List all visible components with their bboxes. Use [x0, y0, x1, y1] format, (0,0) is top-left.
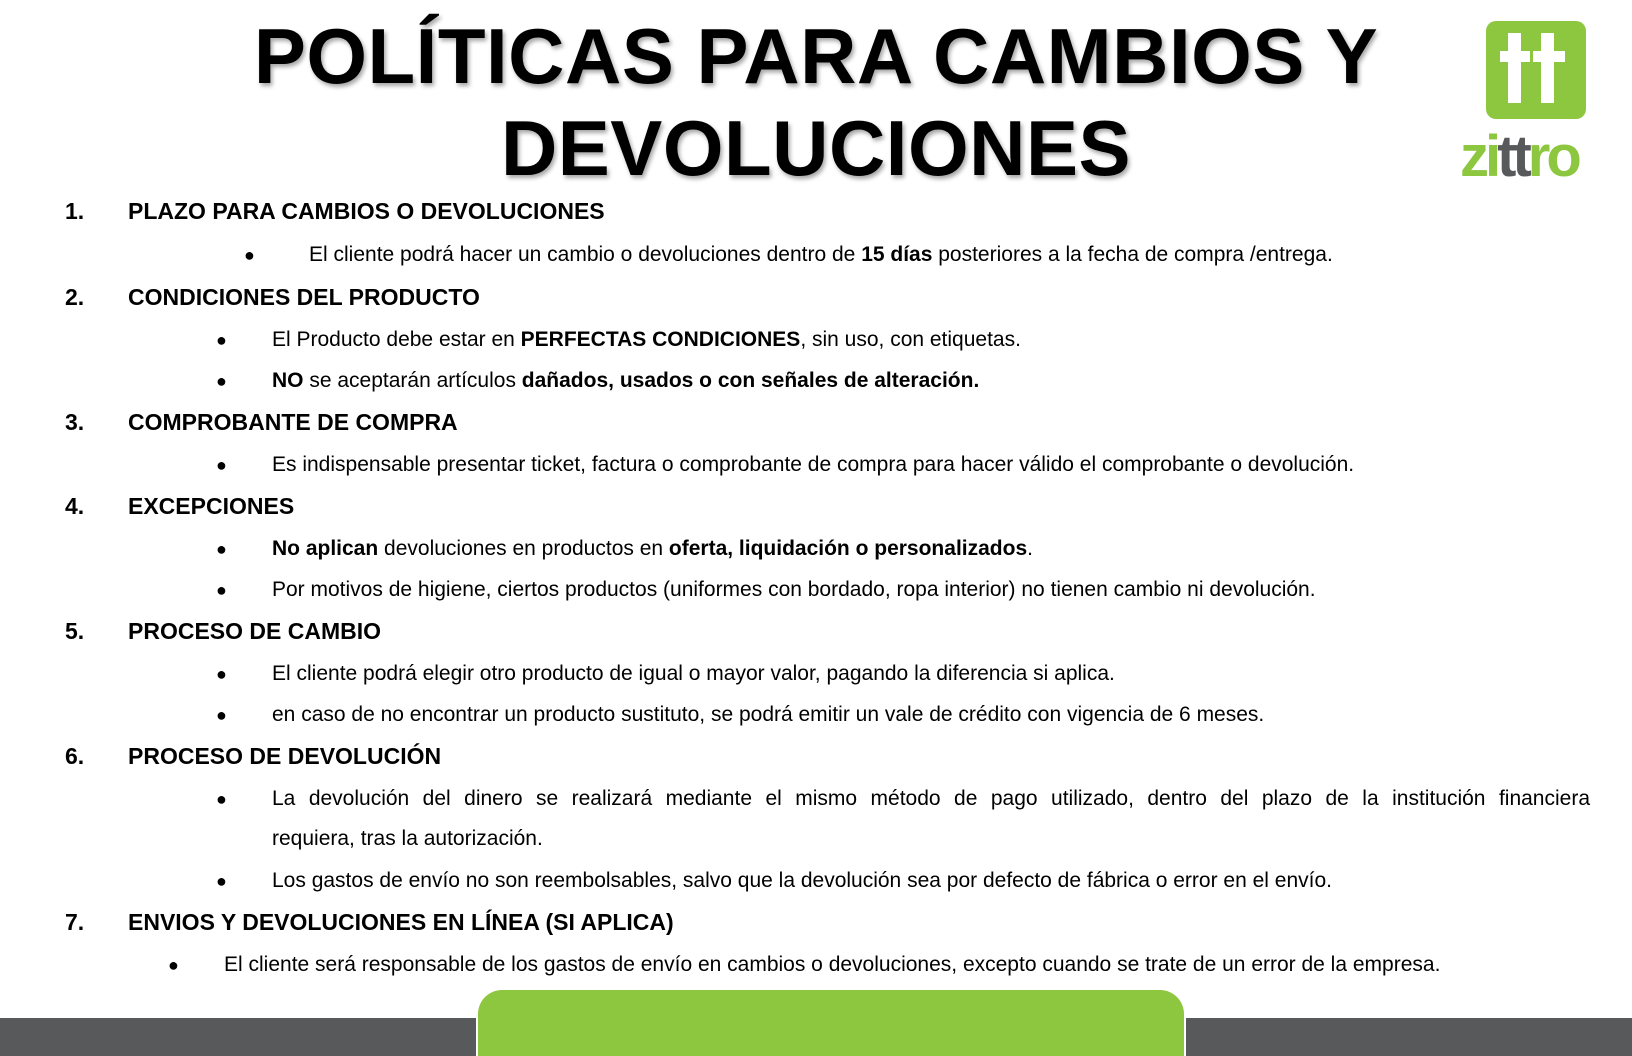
- bullet-icon: ●: [216, 539, 227, 559]
- page-title-line-2: DEVOLUCIONES: [500, 104, 1132, 192]
- zittro-logo: [1460, 18, 1608, 189]
- bullet-icon: ●: [216, 705, 227, 725]
- page-title-line-1: POLÍTICAS PARA CAMBIOS Y: [253, 12, 1379, 100]
- footer-bar-left: [0, 1018, 476, 1056]
- bullet-icon: ●: [216, 871, 227, 891]
- bullet-icon: ●: [244, 245, 255, 265]
- bullet-icon: ●: [216, 455, 227, 475]
- bullet-icon: ●: [216, 580, 227, 600]
- footer-bar-right: [1186, 1018, 1632, 1056]
- logo-wordmark: zittro: [1460, 124, 1578, 189]
- tt-monogram-icon: [1486, 21, 1586, 119]
- bullet-icon: ●: [216, 330, 227, 350]
- bullet-icon: ●: [216, 789, 227, 809]
- footer-tab: [478, 990, 1184, 1056]
- bullet-icon: ●: [216, 664, 227, 684]
- bullet-icon: ●: [168, 955, 179, 975]
- bullet-icon: ●: [216, 371, 227, 391]
